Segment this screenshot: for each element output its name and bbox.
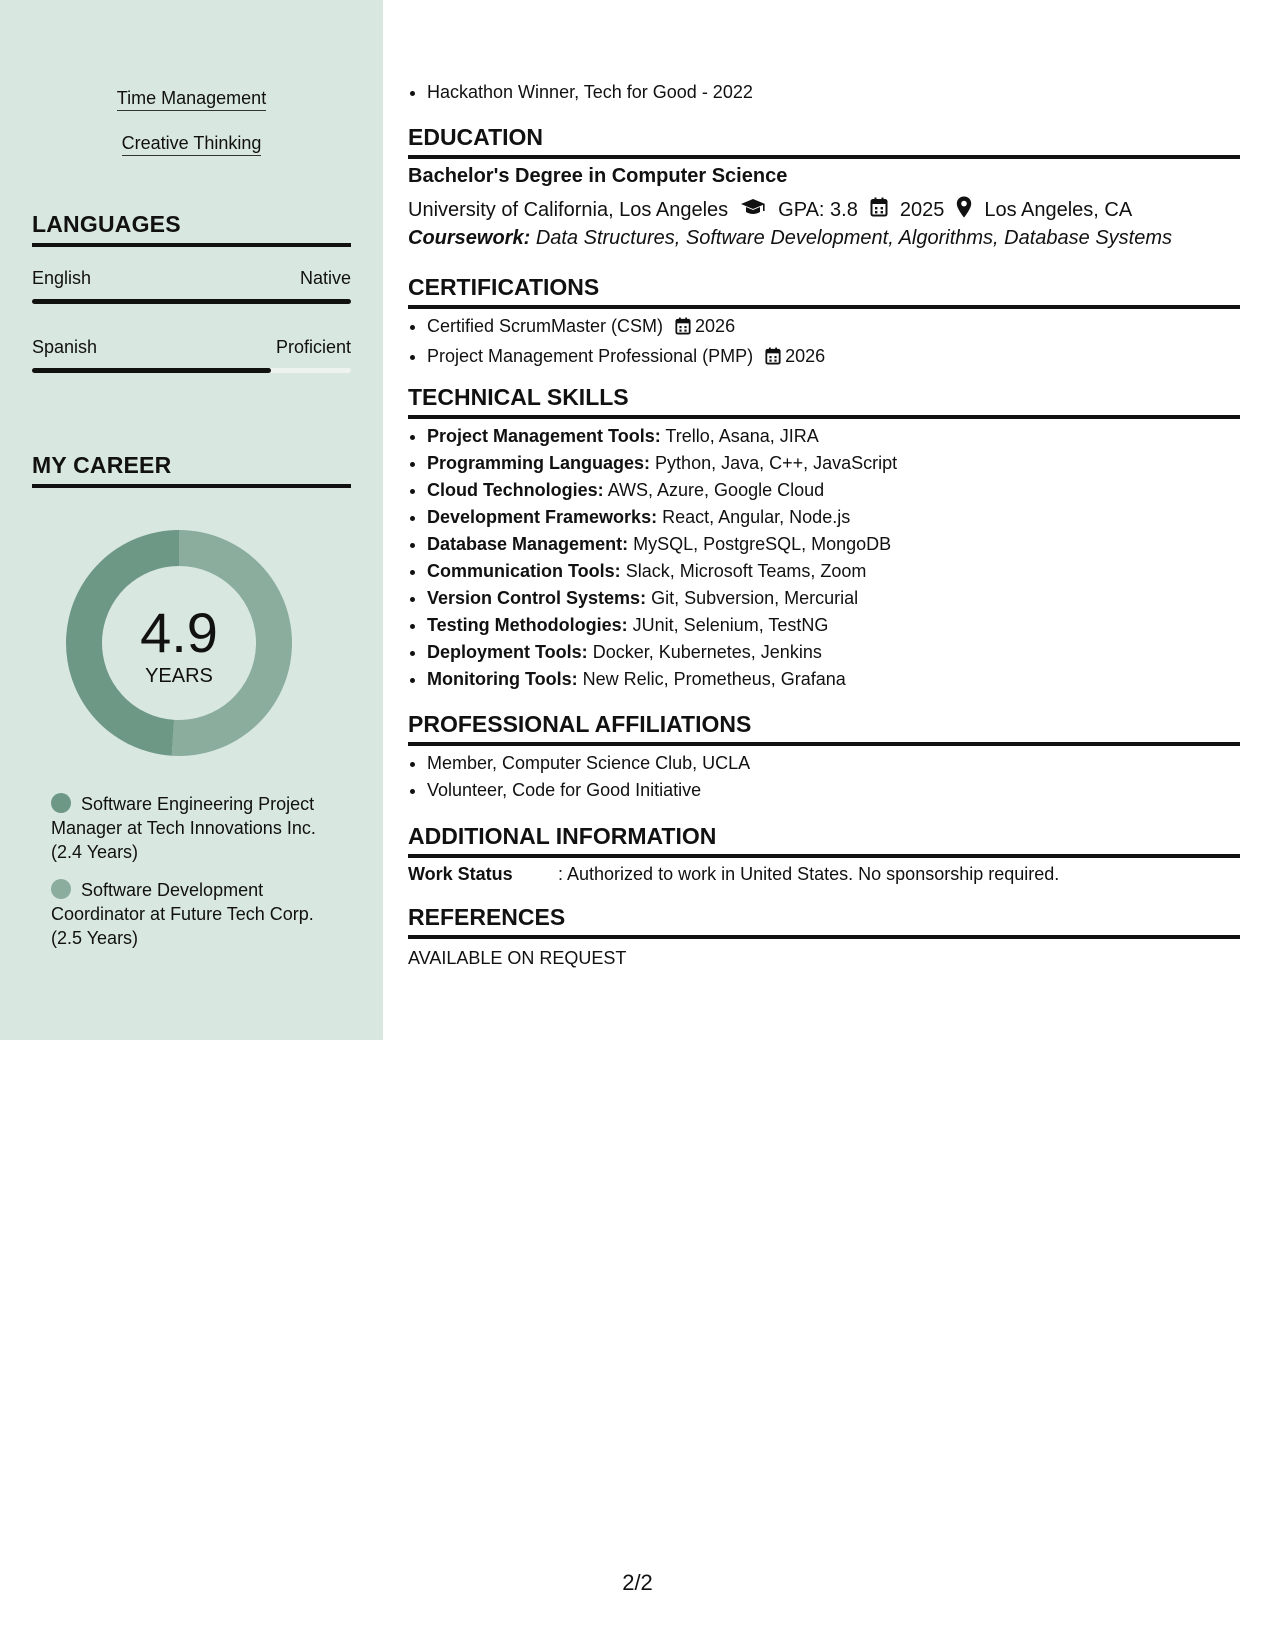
- language-bar: [32, 368, 351, 373]
- calendar-icon: [765, 346, 781, 373]
- certifications-list: [408, 313, 1240, 373]
- language-bar: [32, 299, 351, 304]
- coursework: [408, 227, 1172, 250]
- affiliation-item: • Member, Computer Science Club, UCLA: [427, 750, 1240, 777]
- career-unit: YEARS: [145, 665, 213, 687]
- career-legend-item: [51, 792, 341, 864]
- gpa: GPA: 3.8: [778, 198, 858, 221]
- technical-skill-item: • Development Frameworks: React, Angular, Node.js: [427, 504, 1240, 531]
- location-pin-icon: [956, 196, 972, 224]
- page-number: 2/2: [622, 1570, 653, 1595]
- skill-tag: Time Management: [0, 88, 383, 109]
- references-heading: REFERENCES: [408, 904, 1240, 939]
- certification-year: 2026: [785, 346, 826, 366]
- affiliations-heading: PROFESSIONAL AFFILIATIONS: [408, 711, 1240, 746]
- language-level: Native: [299, 268, 351, 288]
- calendar-icon: [675, 316, 691, 343]
- technical-skill-item: • Testing Methodologies: JUnit, Selenium, TestNG: [427, 612, 1240, 639]
- certifications-heading: CERTIFICATIONS: [408, 274, 1240, 309]
- career-donut-chart: [66, 530, 292, 756]
- awards-list: [408, 79, 1240, 106]
- language-row: [32, 268, 351, 289]
- career-legend-label: Software Engineering Project Manager at Tech Innovations Inc. (2.4 Years): [51, 794, 316, 862]
- technical-skill-item: • Version Control Systems: Git, Subversion, Mercurial: [427, 585, 1240, 612]
- school-name: University of California, Los Angeles: [408, 198, 729, 221]
- coursework-value: Data Structures, Software Development, Algorithms, Database Systems: [535, 227, 1173, 249]
- language-bar-fill: [32, 299, 351, 304]
- language-row: [32, 337, 351, 358]
- affiliation-item: • Volunteer, Code for Good Initiative: [427, 777, 1240, 804]
- certification-year: 2026: [695, 316, 736, 336]
- references-text: AVAILABLE ON REQUEST: [408, 948, 627, 968]
- certification-item: [427, 313, 1240, 343]
- graduation-cap-icon: [740, 197, 766, 223]
- certification-name: Certified ScrumMaster (CSM): [427, 316, 664, 336]
- technical-skill-item: • Project Management Tools: Trello, Asana, JIRA: [427, 423, 1240, 450]
- education-location: Los Angeles, CA: [984, 198, 1133, 221]
- career-total: 4.9: [140, 601, 218, 664]
- languages-heading: LANGUAGES: [32, 211, 351, 247]
- degree-title: Bachelor's Degree in Computer Science: [408, 165, 788, 187]
- language-name: English: [32, 268, 92, 288]
- technical-skill-item: • Deployment Tools: Docker, Kubernetes, Jenkins: [427, 639, 1240, 666]
- technical-skill-item: • Cloud Technologies: AWS, Azure, Google Cloud: [427, 477, 1240, 504]
- work-status-label: Work Status: [408, 864, 513, 884]
- certification-name: Project Management Professional (PMP): [427, 346, 754, 366]
- career-legend-label: Software Development Coordinator at Future Tech Corp. (2.5 Years): [51, 880, 314, 948]
- language-level: Proficient: [275, 337, 351, 357]
- coursework-label: Coursework:: [408, 227, 531, 249]
- language-name: Spanish: [32, 337, 98, 357]
- technical-skill-item: • Database Management: MySQL, PostgreSQL, MongoDB: [427, 531, 1240, 558]
- career-heading: MY CAREER: [32, 452, 351, 488]
- work-status-value: : Authorized to work in United States. No sponsorship required.: [558, 864, 1060, 884]
- work-status-row: [408, 864, 1059, 885]
- technical-skill-item: • Communication Tools: Slack, Microsoft Teams, Zoom: [427, 558, 1240, 585]
- language-bar-fill: [32, 368, 271, 373]
- legend-dot-icon: [51, 879, 71, 899]
- technical-skills-heading: TECHNICAL SKILLS: [408, 384, 1240, 419]
- additional-info-heading: ADDITIONAL INFORMATION: [408, 823, 1240, 858]
- technical-skill-item: • Programming Languages: Python, Java, C++, JavaScript: [427, 450, 1240, 477]
- legend-dot-icon: [51, 793, 71, 813]
- technical-skills-list: [408, 423, 1240, 693]
- award-item: • Hackathon Winner, Tech for Good - 2022: [427, 79, 1240, 106]
- affiliations-list: [408, 750, 1240, 804]
- career-legend-item: [51, 878, 341, 950]
- education-details: [408, 196, 1132, 224]
- technical-skill-item: • Monitoring Tools: New Relic, Prometheus, Grafana: [427, 666, 1240, 693]
- graduation-year: 2025: [899, 198, 945, 221]
- skill-tag: Creative Thinking: [0, 133, 383, 154]
- certification-item: [427, 343, 1240, 373]
- education-heading: EDUCATION: [408, 124, 1240, 159]
- calendar-icon: [870, 197, 888, 223]
